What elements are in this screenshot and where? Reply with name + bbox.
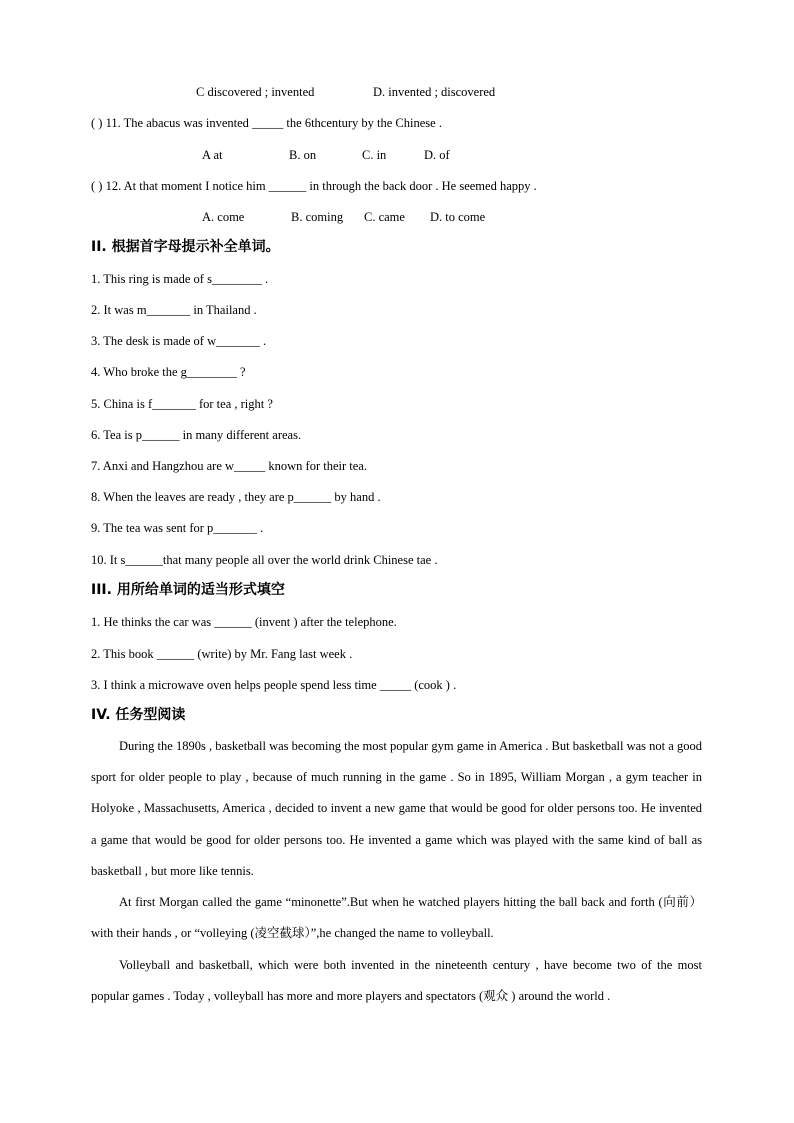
section4-title: IV. 任务型阅读 [91,707,186,723]
section2-item-9: 9. The tea was sent for p_______ . [91,521,264,535]
section2-item-4: 4. Who broke the g________ ? [91,365,246,379]
section2-item-6: 6. Tea is p______ in many different areas. [91,428,302,442]
q11-option-a: A at [202,148,223,162]
q11-stem: ( ) 11. The abacus was invented _____ the 6thcentury by the Chinese . [91,116,442,130]
q11-option-c: C. in [362,148,387,162]
reading-paragraph-3: Volleyball and basketball, which were both invented in the nineteenth century , have become two of the most popular games . Today , volleyball has more and more players and spectators (观众 ) around the world . [91,958,702,1004]
section2-title: II. 根据首字母提示补全单词。 [91,239,280,255]
reading-paragraph-2: At first Morgan called the game “minonette”.But when he watched players hitting the ball back and forth (向前）with their hands , or “volleying (凌空截球）”,he changed the name to volleyball. [91,895,702,941]
q12-option-d: D. to come [430,210,486,224]
section2-item-7: 7. Anxi and Hangzhou are w_____ known for their tea. [91,459,367,473]
section2-item-5: 5. China is f_______ for tea , right ? [91,397,273,411]
q12-option-a: A. come [202,210,245,224]
section3-item-1: 1. He thinks the car was ______ (invent ) after the telephone. [91,615,397,629]
section2-item-8: 8. When the leaves are ready , they are p______ by hand . [91,490,381,504]
section3-item-3: 3. I think a microwave oven helps people spend less time _____ (cook ) . [91,678,457,692]
section2-item-2: 2. It was m_______ in Thailand . [91,303,257,317]
q11-option-b: B. on [289,148,317,162]
q11-option-d: D. of [424,148,450,162]
q12-option-c: C. came [364,210,405,224]
reading-paragraph-1: During the 1890s , basketball was becoming the most popular gym game in America . But basketball was not a good sport for older people to play , because of much running in the game . So in 1895, William Morgan , a gym teacher in Holyoke , Massachusetts, America , decided to invent a new game that would be good for older persons too. He invented a game that would be good for older persons too. He invented a game which was played with the same kind of ball as basketball , but more like tennis. [91,739,702,878]
section3-item-2: 2. This book ______ (write) by Mr. Fang last week . [91,647,353,661]
section3-title: III. 用所给单词的适当形式填空 [91,582,285,598]
q10-option-d: D. invented ; discovered [373,85,496,99]
section2-item-1: 1. This ring is made of s________ . [91,272,269,286]
q12-stem: ( ) 12. At that moment I notice him ______ in through the back door . He seemed happy . [91,179,537,193]
section2-item-10: 10. It s______that many people all over the world drink Chinese tae . [91,553,438,567]
section2-item-3: 3. The desk is made of w_______ . [91,334,267,348]
q10-option-c: C discovered ; invented [196,85,315,99]
q12-option-b: B. coming [291,210,344,224]
